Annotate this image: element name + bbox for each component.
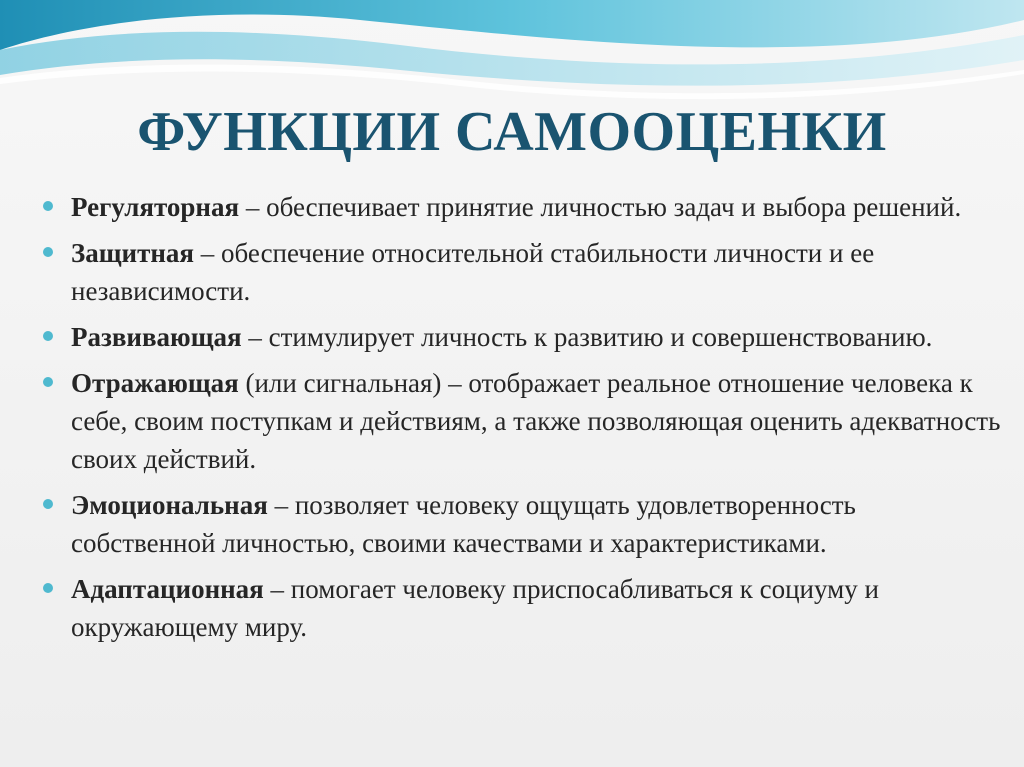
item-term: Защитная [71, 238, 195, 268]
item-text: – позволяет человеку ощущать удовлетворенность собственной личностью, своими качествами и характеристиками. [71, 490, 856, 558]
bullet-icon [43, 247, 53, 257]
list-item-regulatory [40, 188, 1005, 226]
slide-title: ФУНКЦИИ САМООЦЕНКИ [137, 101, 887, 163]
list-item-adaptive [40, 570, 1005, 646]
bullet-icon [43, 583, 53, 593]
item-text: – стимулирует личность к развитию и совершенствованию. [241, 322, 933, 352]
item-text: – обеспечивает принятие личностью задач и выбора решений. [239, 192, 962, 222]
item-text: – помогает человеку приспосабливаться к социуму и окружающему миру. [71, 574, 879, 642]
list-item-reflective [40, 364, 1005, 478]
bullet-icon [43, 201, 53, 211]
item-term: Адаптационная [71, 574, 264, 604]
bullet-icon [43, 499, 53, 509]
item-term: Развивающая [71, 322, 242, 352]
bullet-icon [43, 331, 53, 341]
list-item-emotional [40, 486, 1005, 562]
item-term: Эмоциональная [71, 490, 268, 520]
item-term: Отражающая [71, 368, 239, 398]
list-item-protective [40, 234, 1005, 310]
list-item-developing [40, 318, 1005, 356]
functions-list [40, 188, 1005, 654]
item-text: – обеспечение относительной стабильности личности и ее независимости. [71, 238, 875, 306]
item-term: Регуляторная [71, 192, 240, 222]
bullet-icon [43, 377, 53, 387]
item-text: (или сигнальная) – отображает реальное отношение человека к себе, своим поступкам и действиям, а также позволяющая оценить адекватность своих действий. [71, 368, 1001, 474]
header-wave-decoration [0, 0, 1024, 110]
